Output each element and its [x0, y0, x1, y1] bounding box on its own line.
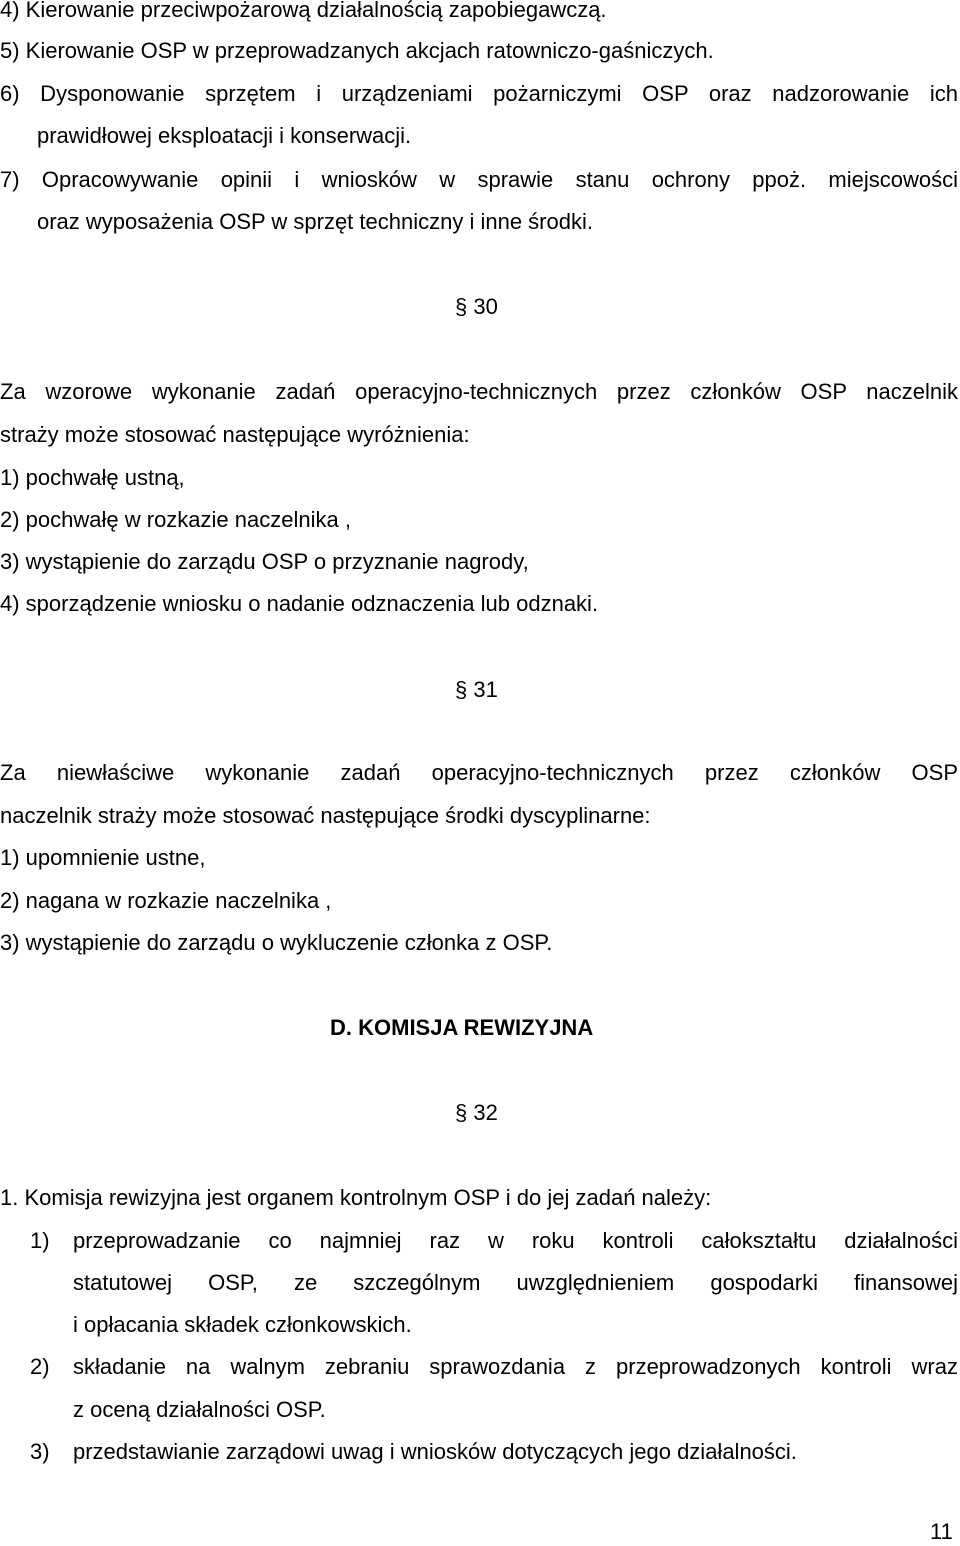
section-32-sub-1-number: 1): [30, 1228, 50, 1253]
section-31-intro-line2: naczelnik straży może stosować następujące środki dyscyplinarne:: [0, 803, 651, 828]
section-31-item-2: 2) nagana w rozkazie naczelnika ,: [0, 888, 332, 913]
section-32-point-1: 1. Komisja rewizyjna jest organem kontrolnym OSP i do jej zadań należy:: [0, 1185, 712, 1210]
list-item-4: 4) Kierowanie przeciwpożarową działalnością zapobiegawczą.: [0, 0, 607, 22]
section-31-intro-line1: Za niewłaściwe wykonanie zadań operacyjno-technicznych przez członków OSP: [0, 760, 958, 785]
section-32-sub-2-line2: z oceną działalności OSP.: [73, 1397, 326, 1422]
section-31-item-3: 3) wystąpienie do zarządu o wykluczenie członka z OSP.: [0, 930, 553, 955]
list-item-5: 5) Kierowanie OSP w przeprowadzanych akcjach ratowniczo-gaśniczych.: [0, 38, 714, 63]
section-30-item-3: 3) wystąpienie do zarządu OSP o przyznanie nagrody,: [0, 549, 529, 574]
section-32-sub-3-number: 3): [30, 1439, 50, 1464]
section-32-sub-2-number: 2): [30, 1354, 50, 1379]
section-32-sub-1-line3: i opłacania składek członkowskich.: [73, 1312, 412, 1337]
chapter-title: D. KOMISJA REWIZYJNA: [330, 1015, 594, 1040]
section-30-heading: § 30: [455, 294, 498, 319]
section-30-item-2: 2) pochwałę w rozkazie naczelnika ,: [0, 507, 351, 532]
section-32-sub-2-line1: składanie na walnym zebraniu sprawozdania z przeprowadzonych kontroli wraz: [73, 1354, 958, 1379]
section-31-item-1: 1) upomnienie ustne,: [0, 845, 206, 870]
section-32-sub-1-line1: przeprowadzanie co najmniej raz w roku kontroli całokształtu działalności: [73, 1228, 958, 1253]
section-32-sub-3-line1: przedstawianie zarządowi uwag i wniosków dotyczących jego działalności.: [73, 1439, 797, 1464]
page-number: 11: [930, 1519, 953, 1544]
list-item-7-line1: 7) Opracowywanie opinii i wniosków w sprawie stanu ochrony ppoż. miejscowości: [0, 167, 958, 192]
section-30-item-1: 1) pochwałę ustną,: [0, 465, 185, 490]
section-32-heading: § 32: [455, 1100, 498, 1125]
list-item-7-line2: oraz wyposażenia OSP w sprzęt techniczny i inne środki.: [37, 209, 593, 234]
section-30-intro-line2: straży może stosować następujące wyróżnienia:: [0, 422, 470, 447]
section-31-heading: § 31: [455, 677, 498, 702]
section-30-intro-line1: Za wzorowe wykonanie zadań operacyjno-technicznych przez członków OSP naczelnik: [0, 379, 958, 404]
list-item-6-line1: 6) Dysponowanie sprzętem i urządzeniami pożarniczymi OSP oraz nadzorowanie ich: [0, 81, 958, 106]
section-30-item-4: 4) sporządzenie wniosku o nadanie odznaczenia lub odznaki.: [0, 591, 599, 616]
section-32-sub-1-line2: statutowej OSP, ze szczególnym uwzględnieniem gospodarki finansowej: [73, 1270, 958, 1295]
list-item-6-line2: prawidłowej eksploatacji i konserwacji.: [37, 123, 412, 148]
